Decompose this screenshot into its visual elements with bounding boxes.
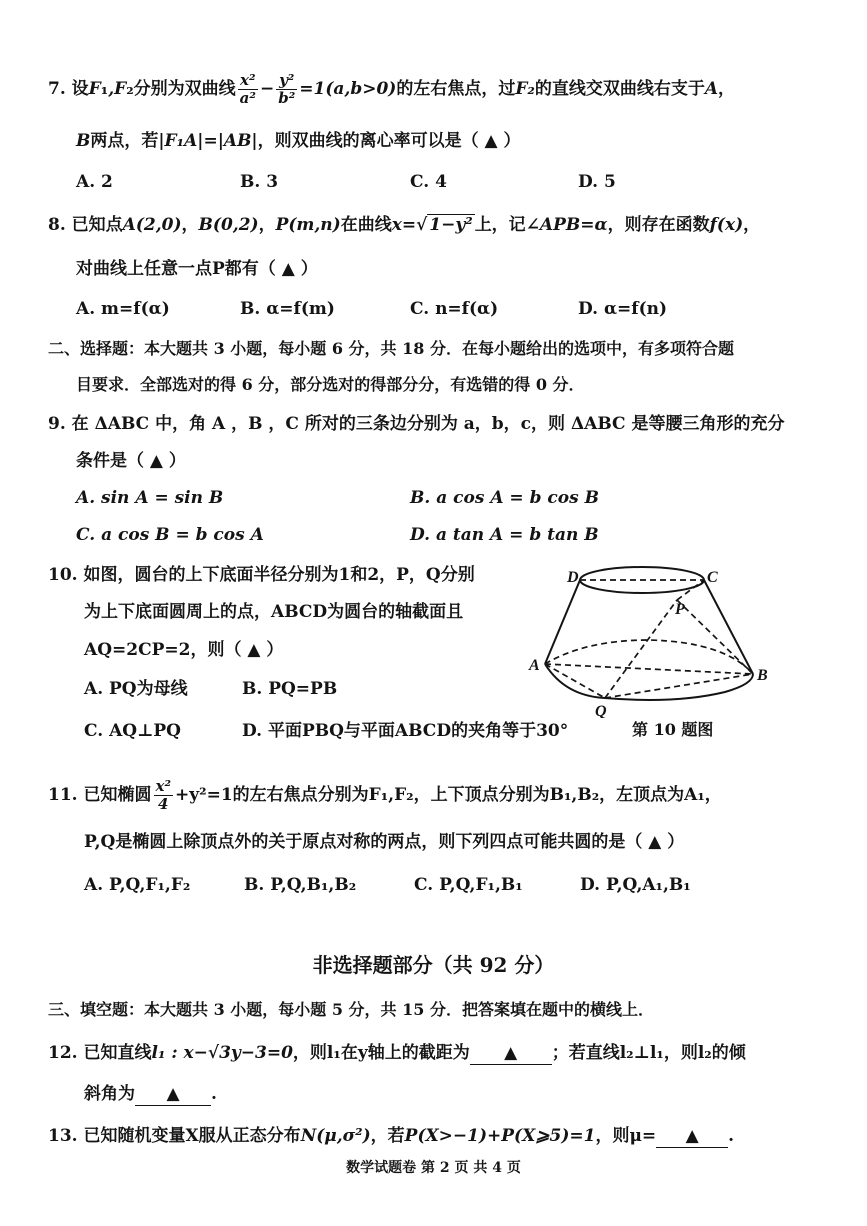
q7-math: B <box>76 131 91 151</box>
q10-right-generatrix <box>704 580 753 674</box>
q7-math: ₂ <box>126 79 134 99</box>
q8-line1: 8. 已知点A(2,0)，B(0,2)，P(m,n)在曲线x=√ 1−y² 上，记∠APB=α，则存在函数f(x)， <box>48 215 761 235</box>
q10-label-p: P <box>675 601 685 618</box>
q12-text: ；若直线l₂⊥l₁，则l₂的倾 <box>551 1043 746 1063</box>
q13-text: . <box>728 1126 735 1146</box>
q11-option-c: C. P,Q,F₁,B₁ <box>414 875 523 895</box>
q12-text: . <box>211 1084 217 1104</box>
q10-figure-caption: 第 10 题图 <box>632 720 714 739</box>
q10-option-a: A. PQ为母线 <box>84 679 188 699</box>
q7-text: 的左右焦点，过 <box>396 79 516 99</box>
q9-option-b: B. a cos A = b cos B <box>410 488 599 508</box>
q7-text: 分别为双曲线 <box>133 79 236 99</box>
frac-num: y² <box>276 72 297 90</box>
q8-math: x= <box>391 215 417 235</box>
q12-math: l₁ : x−√3y−3=0 <box>151 1043 293 1063</box>
q7-line1 <box>48 72 735 107</box>
q10-segment-aq <box>545 664 605 698</box>
q8-line2: 对曲线上任意一点P都有（ ▲ ） <box>76 259 318 279</box>
q10-label-a: A <box>529 657 540 674</box>
q10-segment-pq <box>605 600 677 698</box>
q9-line2: 条件是（ ▲ ） <box>76 451 186 471</box>
q7-line2 <box>76 130 521 152</box>
section2-line2: 目要求．全部选对的得 6 分，部分选对的得部分分，有选错的得 0 分． <box>76 375 585 394</box>
q10-label-b: B <box>757 667 768 684</box>
q7-fraction-y <box>276 72 297 107</box>
q8-option-c: C. n=f(α) <box>410 299 499 319</box>
q7-option-c: C. 4 <box>410 172 447 192</box>
q11-text: 11. 已知椭圆 <box>48 785 152 805</box>
q10-line3: AQ=2CP=2，则（ ▲ ） <box>84 640 284 660</box>
q10-option-b: B. PQ=PB <box>242 679 338 699</box>
q10-option-d: D. 平面PBQ与平面ABCD的夹角等于30° <box>242 721 569 741</box>
q8-option-b: B. α=f(m) <box>240 299 335 319</box>
q7-option-d: D. 5 <box>578 172 616 192</box>
q11-option-b: B. P,Q,B₁,B₂ <box>244 875 357 895</box>
page-footer: 数学试题卷 第 2 页 共 4 页 <box>346 1160 521 1176</box>
q10-line1: 10. 如图，圆台的上下底面半径分别为1和2，P，Q分别 <box>48 565 475 585</box>
q7-option-a: A. 2 <box>76 172 113 192</box>
q13-text: ，若 <box>370 1126 405 1146</box>
q12-text: 斜角为 <box>84 1084 135 1104</box>
q8-math: ∠APB=α <box>525 215 608 235</box>
q10-segment-qb <box>605 674 753 698</box>
q8-text: 8. 已知点 <box>48 215 123 235</box>
q8-text: ，则存在函数 <box>607 215 710 235</box>
q12-line2 <box>84 1083 217 1106</box>
q10-line2: 为上下底面圆周上的点，ABCD为圆台的轴截面且 <box>84 602 464 622</box>
q7-math: ,F <box>108 79 127 99</box>
q7-math: F₂ <box>515 79 535 99</box>
q9-option-c: C. a cos B = b cos A <box>76 525 264 545</box>
frac-den: a² <box>239 89 256 107</box>
q13-text: ，则μ= <box>595 1126 657 1146</box>
q13-math: P(X>−1)+P(X⩾5)=1 <box>404 1126 596 1146</box>
q9-line1: 9. 在 ΔABC 中，角 A ，B ，C 所对的三条边分别为 a，b，c，则 ΔABC 是等腰三角形的充分 <box>48 414 785 434</box>
q8-text: 在曲线 <box>340 215 392 235</box>
q11-fraction <box>154 778 174 813</box>
q11-text: +y²=1的左右焦点分别为F₁,F₂，上下顶点分别为B₁,B₂，左顶点为A₁， <box>175 785 722 805</box>
frac-den: 4 <box>158 795 169 813</box>
q11-option-a: A. P,Q,F₁,F₂ <box>84 875 191 895</box>
q10-segment-pb <box>677 600 753 674</box>
q8-option-d: D. α=f(n) <box>578 299 668 319</box>
q12-answer-blank-2[interactable]: ▲ <box>135 1083 211 1106</box>
frac-num: x² <box>155 777 172 795</box>
q7-math: ₁ <box>100 79 109 99</box>
q8-text: ， <box>258 215 276 235</box>
q7-fraction-x <box>238 72 258 107</box>
q12-text: ，则l₁在y轴上的截距为 <box>292 1043 470 1063</box>
q7-text: ， <box>718 79 736 99</box>
q7-option-b: B. 3 <box>240 172 279 192</box>
q11-option-d: D. P,Q,A₁,B₁ <box>580 875 691 895</box>
q7-text: 的直线交双曲线右支于 <box>534 79 705 99</box>
q8-math: B(0,2) <box>198 215 259 235</box>
q7-math: A <box>704 79 719 99</box>
frac-num: x² <box>238 72 258 90</box>
q11-line2: P,Q是椭圆上除顶点外的关于原点对称的两点，则下列四点可能共圆的是（ ▲ ） <box>84 832 685 852</box>
q13-line1 <box>48 1125 734 1148</box>
q8-math: A(2,0) <box>122 215 182 235</box>
q7-text: 7. 设 <box>48 79 89 99</box>
q8-text: ， <box>743 215 761 235</box>
q7-math: − <box>259 79 275 99</box>
q8-math: f(x) <box>709 215 744 235</box>
q8-text: 上，记 <box>474 215 526 235</box>
q12-answer-blank-1[interactable]: ▲ <box>470 1042 552 1065</box>
q7-text: ，则双曲线的离心率可以是（ ▲ ） <box>257 131 521 151</box>
q9-option-a: A. sin A = sin B <box>76 488 224 508</box>
q12-line1 <box>48 1042 746 1065</box>
q8-sqrt: 1−y² <box>429 215 473 235</box>
q10-label-d: D <box>567 569 579 586</box>
q13-math: N(μ,σ²) <box>300 1126 371 1146</box>
part2-heading: 非选择题部分（共 92 分） <box>312 953 555 977</box>
q8-option-a: A. m=f(α) <box>76 299 170 319</box>
section2-line1: 二、选择题：本大题共 3 小题，每小题 6 分，共 18 分．在每小题给出的选项中，有多项符合题 <box>48 339 734 358</box>
q9-option-d: D. a tan A = b tan B <box>410 525 599 545</box>
q10-segment-ab <box>545 664 753 674</box>
q8-text: ， <box>181 215 199 235</box>
q7-math: F <box>88 79 101 99</box>
section3-line1: 三、填空题：本大题共 3 小题，每小题 5 分，共 15 分．把答案填在题中的横线上． <box>48 1000 654 1019</box>
q8-math: P(m,n) <box>275 215 341 235</box>
q11-line1 <box>48 778 722 813</box>
q10-option-c: C. AQ⊥PQ <box>84 721 181 741</box>
q10-label-q: Q <box>595 703 607 718</box>
q10-label-c: C <box>707 569 718 586</box>
q13-text: 13. 已知随机变量X服从正态分布 <box>48 1126 301 1146</box>
q12-text: 12. 已知直线 <box>48 1043 152 1063</box>
q7-math: |F₁A|=|AB| <box>158 131 258 151</box>
frac-den: b² <box>278 89 296 107</box>
q10-frustum-figure <box>525 558 795 718</box>
q7-math: =1(a,b>0) <box>299 79 397 99</box>
q13-answer-blank[interactable]: ▲ <box>656 1125 728 1148</box>
q7-text: 两点，若 <box>90 131 159 151</box>
